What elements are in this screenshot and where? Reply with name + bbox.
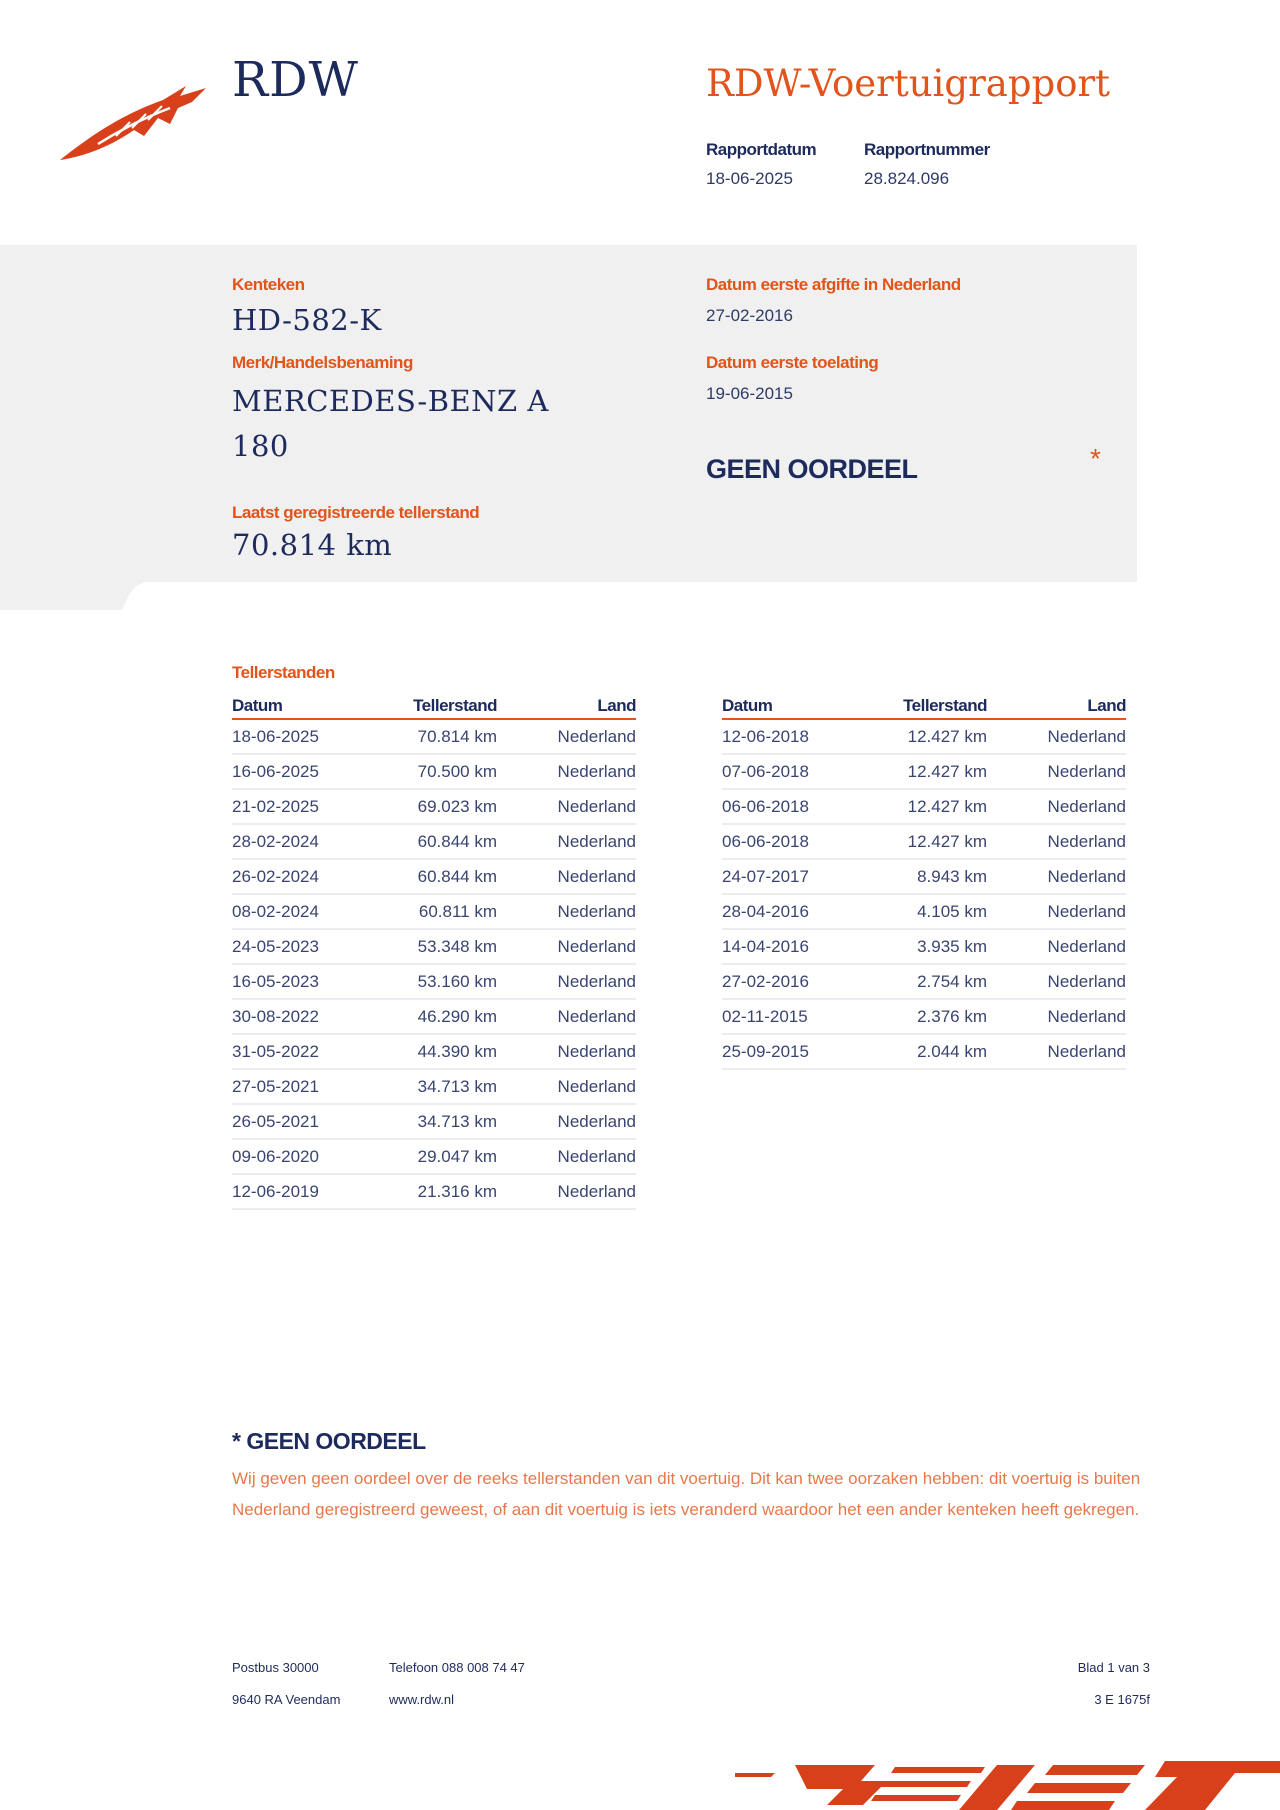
cell-meter: 46.290 km [372, 999, 497, 1034]
verdict-footnote-marker: * [1090, 443, 1101, 474]
cell-country: Nederland [497, 1034, 636, 1069]
table-row [232, 894, 636, 929]
cell-date: 06-06-2018 [722, 789, 862, 824]
table-row [722, 789, 1126, 824]
table-header-row [232, 688, 636, 719]
cell-meter: 12.427 km [862, 789, 987, 824]
first-admission-date: 19-06-2015 [706, 384, 793, 403]
cell-meter: 29.047 km [372, 1139, 497, 1174]
table-row [232, 1104, 636, 1139]
footer-phone: Telefoon 088 008 74 47 [389, 1660, 525, 1675]
cell-date: 30-08-2022 [232, 999, 372, 1034]
cell-date: 02-11-2015 [722, 999, 862, 1034]
cell-meter: 34.713 km [372, 1104, 497, 1139]
table-row [232, 999, 636, 1034]
verdict-text: GEEN OORDEEL [706, 454, 918, 484]
cell-date: 16-05-2023 [232, 964, 372, 999]
report-date-label: Rapportdatum [706, 140, 817, 159]
cell-country: Nederland [497, 754, 636, 789]
table-row [232, 929, 636, 964]
table-row [232, 964, 636, 999]
meter-table-right [722, 688, 1126, 1070]
cell-meter: 70.814 km [372, 719, 497, 754]
cell-country: Nederland [987, 859, 1126, 894]
cell-country: Nederland [987, 754, 1126, 789]
column-header-country: Land [987, 688, 1126, 719]
cell-meter: 44.390 km [372, 1034, 497, 1069]
cell-meter: 2.044 km [862, 1034, 987, 1069]
cell-country: Nederland [497, 859, 636, 894]
cell-country: Nederland [497, 789, 636, 824]
last-meter-value: 70.814 km [232, 528, 393, 562]
table-row [722, 824, 1126, 859]
table-row [232, 1139, 636, 1174]
table-row [232, 859, 636, 894]
table-header-row [722, 688, 1126, 719]
first-nl-label: Datum eerste afgifte in Nederland [706, 275, 961, 294]
cell-date: 12-06-2019 [232, 1174, 372, 1209]
make-line-1: MERCEDES-BENZ A [232, 384, 549, 418]
first-admission-label: Datum eerste toelating [706, 353, 879, 372]
table-row [232, 754, 636, 789]
table-row [232, 1174, 636, 1209]
column-header-meter: Tellerstand [372, 688, 497, 719]
footnote-title: * GEEN OORDEEL [232, 1428, 426, 1454]
cell-meter: 53.348 km [372, 929, 497, 964]
cell-date: 24-07-2017 [722, 859, 862, 894]
footer-page-number: Blad 1 van 3 [1077, 1660, 1150, 1675]
cell-country: Nederland [497, 1139, 636, 1174]
summary-panel [0, 245, 1137, 610]
table-row [722, 999, 1126, 1034]
cell-meter: 60.811 km [372, 894, 497, 929]
cell-date: 07-06-2018 [722, 754, 862, 789]
column-header-date: Datum [232, 688, 372, 719]
cell-country: Nederland [987, 929, 1126, 964]
cell-date: 28-04-2016 [722, 894, 862, 929]
cell-country: Nederland [987, 894, 1126, 929]
cell-meter: 4.105 km [862, 894, 987, 929]
cell-country: Nederland [497, 719, 636, 754]
cell-meter: 69.023 km [372, 789, 497, 824]
footer-website[interactable]: www.rdw.nl [389, 1692, 455, 1707]
make-line-2: 180 [232, 429, 289, 463]
column-header-meter: Tellerstand [862, 688, 987, 719]
cell-country: Nederland [987, 824, 1126, 859]
table-row [232, 824, 636, 859]
table-row [722, 1034, 1126, 1069]
cell-country: Nederland [497, 929, 636, 964]
cell-meter: 21.316 km [372, 1174, 497, 1209]
cell-date: 12-06-2018 [722, 719, 862, 754]
table-row [232, 1069, 636, 1104]
cell-country: Nederland [987, 789, 1126, 824]
plate-label: Kenteken [232, 275, 305, 294]
cell-date: 25-09-2015 [722, 1034, 862, 1069]
plate-number: HD-582-K [232, 303, 382, 337]
cell-country: Nederland [987, 999, 1126, 1034]
cell-date: 26-02-2024 [232, 859, 372, 894]
first-nl-date: 27-02-2016 [706, 306, 793, 325]
cell-date: 28-02-2024 [232, 824, 372, 859]
cell-country: Nederland [987, 1034, 1126, 1069]
report-number: 28.824.096 [864, 169, 950, 188]
cell-date: 08-02-2024 [232, 894, 372, 929]
cell-country: Nederland [497, 964, 636, 999]
cell-date: 27-05-2021 [232, 1069, 372, 1104]
report-number-label: Rapportnummer [864, 140, 990, 159]
table-row [722, 929, 1126, 964]
cell-date: 31-05-2022 [232, 1034, 372, 1069]
column-header-country: Land [497, 688, 636, 719]
table-row [722, 719, 1126, 754]
cell-country: Nederland [497, 1069, 636, 1104]
rdw-stripes-decoration [735, 1755, 1280, 1810]
meter-section-label: Tellerstanden [232, 663, 335, 682]
table-row [232, 1034, 636, 1069]
cell-meter: 12.427 km [862, 719, 987, 754]
table-row [722, 859, 1126, 894]
cell-meter: 70.500 km [372, 754, 497, 789]
cell-country: Nederland [497, 894, 636, 929]
report-title: RDW-Voertuigrapport [706, 62, 1111, 105]
cell-meter: 53.160 km [372, 964, 497, 999]
table-row [232, 789, 636, 824]
cell-date: 06-06-2018 [722, 824, 862, 859]
cell-meter: 12.427 km [862, 754, 987, 789]
last-meter-label: Laatst geregistreerde tellerstand [232, 503, 480, 522]
cell-date: 09-06-2020 [232, 1139, 372, 1174]
footer-code: 3 E 1675f [1094, 1692, 1150, 1707]
brand-name: RDW [232, 52, 359, 108]
cell-date: 21-02-2025 [232, 789, 372, 824]
column-header-date: Datum [722, 688, 862, 719]
table-row [722, 894, 1126, 929]
table-row [722, 754, 1126, 789]
footnote-text: Wij geven geen oordeel over de reeks tellerstanden van dit voertuig. Dit kan twee oorzaken hebben: dit voertuig is buiten Nederland geregistreerd geweest, of aan dit voertuig is iets veranderd waardoor het een ander kenteken heeft gekregen. [232, 1469, 1141, 1519]
cell-date: 26-05-2021 [232, 1104, 372, 1139]
cell-meter: 2.376 km [862, 999, 987, 1034]
cell-meter: 8.943 km [862, 859, 987, 894]
cell-meter: 3.935 km [862, 929, 987, 964]
cell-date: 14-04-2016 [722, 929, 862, 964]
table-row [722, 964, 1126, 999]
cell-meter: 12.427 km [862, 824, 987, 859]
report-date: 18-06-2025 [706, 169, 793, 188]
cell-date: 24-05-2023 [232, 929, 372, 964]
cell-country: Nederland [497, 1174, 636, 1209]
rdw-feather-logo-icon [58, 78, 208, 163]
cell-meter: 60.844 km [372, 824, 497, 859]
cell-meter: 2.754 km [862, 964, 987, 999]
cell-country: Nederland [497, 824, 636, 859]
cell-date: 16-06-2025 [232, 754, 372, 789]
cell-meter: 34.713 km [372, 1069, 497, 1104]
cell-date: 27-02-2016 [722, 964, 862, 999]
make-label: Merk/Handelsbenaming [232, 353, 413, 372]
cell-date: 18-06-2025 [232, 719, 372, 754]
cell-country: Nederland [497, 999, 636, 1034]
meter-table-left [232, 688, 636, 1210]
cell-country: Nederland [987, 964, 1126, 999]
footer-postbus: Postbus 30000 [232, 1660, 319, 1675]
table-row [232, 719, 636, 754]
footer-address: 9640 RA Veendam [232, 1692, 341, 1707]
cell-meter: 60.844 km [372, 859, 497, 894]
cell-country: Nederland [497, 1104, 636, 1139]
cell-country: Nederland [987, 719, 1126, 754]
